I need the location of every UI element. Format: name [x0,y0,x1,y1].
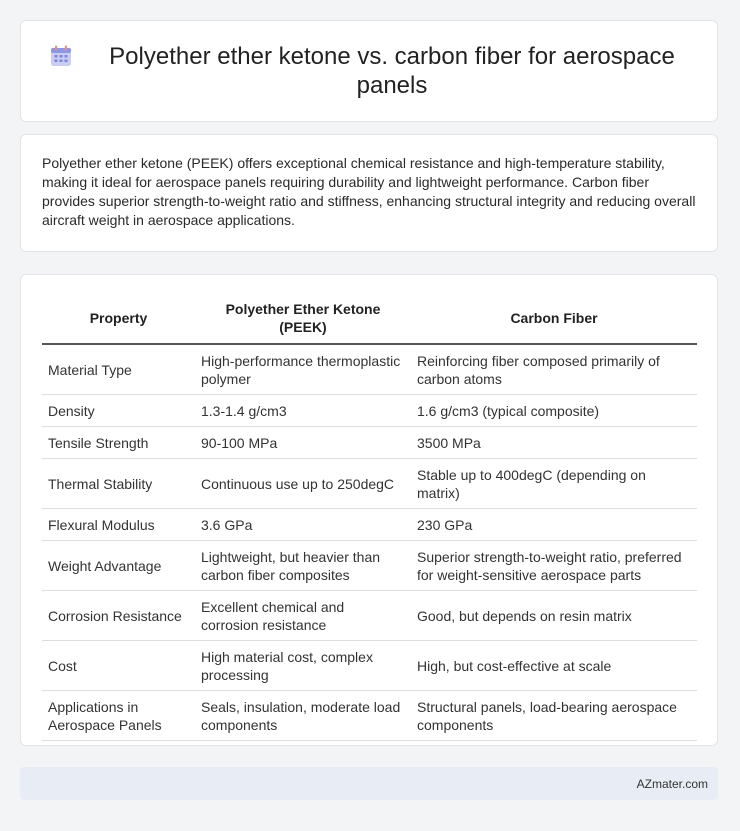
carbon-fiber-cell: Structural panels, load-bearing aerospace components [411,691,697,741]
table-header-row [42,292,697,344]
carbon-fiber-cell: Good, but depends on resin matrix [411,591,697,641]
title-wrap [49,42,689,100]
property-cell: Applications in Aerospace Panels [42,691,195,741]
page-title: Polyether ether ketone vs. carbon fiber for aerospace panels [109,43,675,99]
footer-brand: AZmater.com [636,776,708,791]
property-cell: Thermal Stability [42,459,195,509]
peek-cell: Seals, insulation, moderate load components [195,691,411,741]
carbon-fiber-cell: 1.6 g/cm3 (typical composite) [411,395,697,427]
table-row [42,641,697,691]
footer-bar [20,767,718,800]
table-row [42,541,697,591]
intro-paragraph: Polyether ether ketone (PEEK) offers exceptional chemical resistance and high-temperature stability, making it ideal for aerospace panels requiring durability and lightweight performance. Carbon fiber provides superior strength-to-weight ratio and stiffness, enhancing structural integrity and reducing overall aircraft weight in aerospace applications. [42,155,696,228]
peek-cell: High-performance thermoplastic polymer [195,344,411,395]
carbon-fiber-cell: 3500 MPa [411,427,697,459]
table-row [42,395,697,427]
carbon-fiber-cell: Superior strength-to-weight ratio, preferred for weight-sensitive aerospace parts [411,541,697,591]
comparison-table [42,292,697,741]
peek-cell: Excellent chemical and corrosion resistance [195,591,411,641]
carbon-fiber-cell: Reinforcing fiber composed primarily of carbon atoms [411,344,697,395]
intro-card [20,134,718,252]
table-row [42,427,697,459]
table-row [42,591,697,641]
header-carbon-fiber: Carbon Fiber [411,292,697,344]
header-peek: Polyether Ether Ketone (PEEK) [195,292,411,344]
peek-cell: 3.6 GPa [195,509,411,541]
table-row [42,344,697,395]
peek-cell: 90-100 MPa [195,427,411,459]
property-cell: Corrosion Resistance [42,591,195,641]
peek-cell: Lightweight, but heavier than carbon fiber composites [195,541,411,591]
table-row [42,459,697,509]
carbon-fiber-cell: 230 GPa [411,509,697,541]
property-cell: Density [42,395,195,427]
peek-cell: 1.3-1.4 g/cm3 [195,395,411,427]
title-card [20,20,718,122]
table-row [42,691,697,741]
carbon-fiber-cell: High, but cost-effective at scale [411,641,697,691]
carbon-fiber-cell: Stable up to 400degC (depending on matrix) [411,459,697,509]
comparison-card [20,274,718,746]
property-cell: Cost [42,641,195,691]
property-cell: Weight Advantage [42,541,195,591]
calendar-icon [49,44,73,68]
table-row [42,509,697,541]
header-property: Property [42,292,195,344]
peek-cell: High material cost, complex processing [195,641,411,691]
peek-cell: Continuous use up to 250degC [195,459,411,509]
property-cell: Flexural Modulus [42,509,195,541]
property-cell: Tensile Strength [42,427,195,459]
property-cell: Material Type [42,344,195,395]
